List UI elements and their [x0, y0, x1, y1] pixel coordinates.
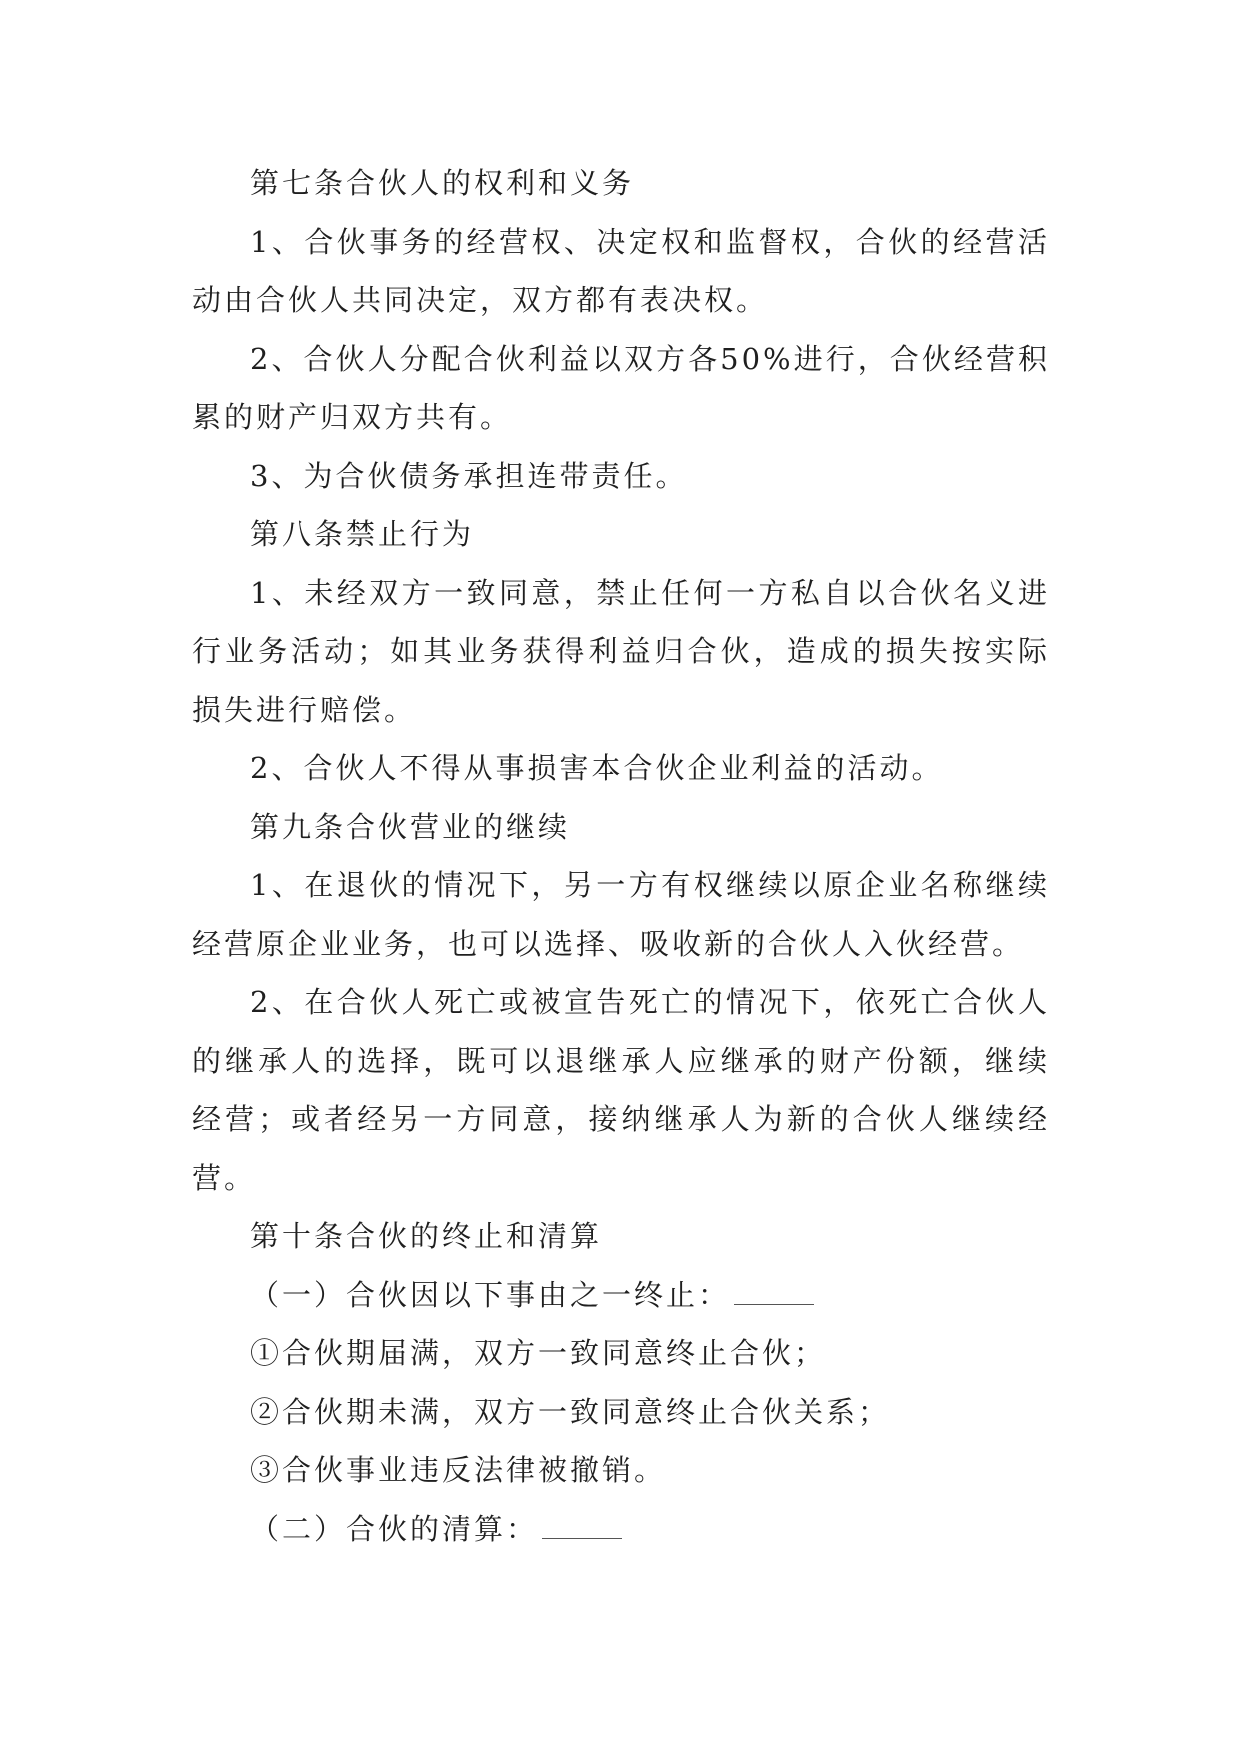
article-8-item-1: 1、未经双方一致同意，禁止任何一方私自以合伙名义进行业务活动；如其业务获得利益归合伙，造成的损失按实际损失进行赔偿。	[192, 575, 1050, 727]
article-9-item-2: 2、在合伙人死亡或被宣告死亡的情况下，依死亡合伙人的继承人的选择，既可以退继承人应继承的财产份额，继续经营；或者经另一方同意，接纳继承人为新的合伙人继续经营。	[192, 985, 1050, 1195]
termination-item-1: ①合伙期届满，双方一致同意终止合伙；	[250, 1336, 827, 1370]
article-8-heading: 第八条禁止行为	[250, 517, 475, 551]
article-7-item-2: 2、合伙人分配合伙利益以双方各50%进行，合伙经营积累的财产归双方共有。	[192, 341, 1050, 434]
termination-blank	[734, 1303, 814, 1305]
article-8-item-2: 2、合伙人不得从事损害本合伙企业利益的活动。	[250, 751, 944, 785]
termination-item-2: ②合伙期未满，双方一致同意终止合伙关系；	[250, 1394, 891, 1429]
article-7-heading: 第七条合伙人的权利和义务	[250, 166, 635, 200]
liquidation-clause	[192, 1500, 1050, 1559]
liquidation-label: （二）合伙的清算：	[250, 1511, 539, 1546]
liquidation-blank	[542, 1537, 622, 1539]
document-body	[192, 154, 1050, 1558]
article-9-item-1: 1、在退伙的情况下，另一方有权继续以原企业名称继续经营原企业业务，也可以选择、吸收新的合伙人入伙经营。	[192, 868, 1050, 961]
termination-label: （一）合伙因以下事由之一终止：	[250, 1277, 731, 1312]
termination-clause	[192, 1266, 1050, 1325]
article-7-item-3: 3、为合伙债务承担连带责任。	[250, 458, 688, 493]
article-7-item-1: 1、合伙事务的经营权、决定权和监督权，合伙的经营活动由合伙人共同决定，双方都有表决权。	[192, 224, 1050, 317]
article-10-heading: 第十条合伙的终止和清算	[250, 1219, 603, 1253]
article-9-heading: 第九条合伙营业的继续	[250, 809, 571, 844]
termination-item-3: ③合伙事业违反法律被撤销。	[250, 1453, 667, 1487]
